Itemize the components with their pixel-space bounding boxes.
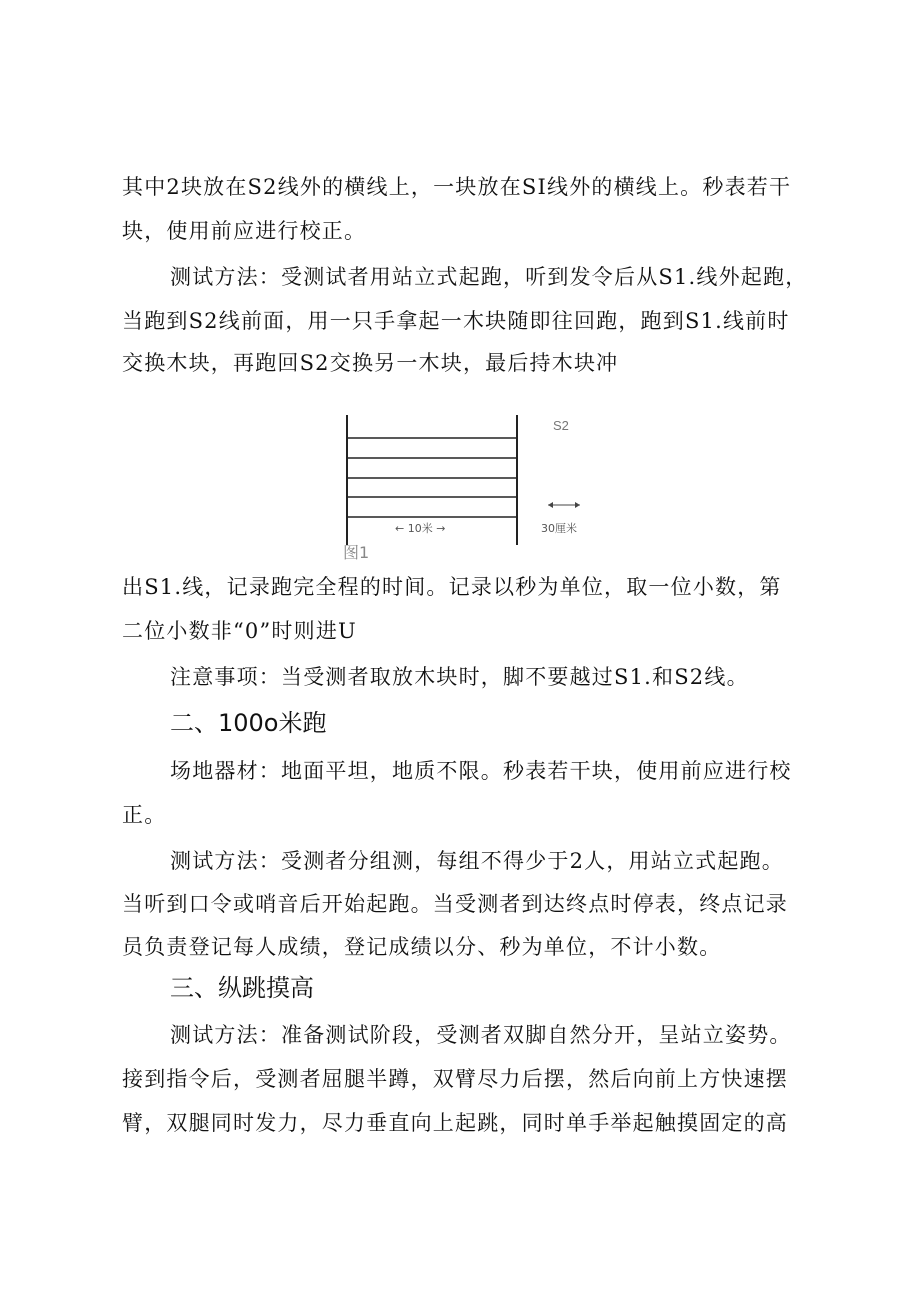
shuttle-method-line-2: 当跑到S2线前面，用一只手拿起一木块随即往回跑，跑到S1.线前时 xyxy=(122,309,790,333)
section-3-heading: 三、纵跳摸高 xyxy=(170,974,314,1002)
section-3-method-line-2: 接到指令后，受测者屈腿半蹲，双臂尽力后摆，然后向前上方快速摆 xyxy=(122,1067,788,1091)
shuttle-note: 注意事项：当受测者取放木块时，脚不要越过S1.和S2线。 xyxy=(170,665,749,689)
intro-line-2: 块，使用前应进行校正。 xyxy=(122,219,367,243)
shuttle-cont-line-2: 二位小数非“0”时则进U xyxy=(122,619,357,643)
section-2-heading: 二、100o米跑 xyxy=(170,709,327,737)
shuttle-run-diagram xyxy=(335,410,595,565)
s2-label: S2 xyxy=(553,418,569,433)
shuttle-method-line-1: 测试方法：受测试者用站立式起跑，听到发令后从S1.线外起跑， xyxy=(170,265,808,289)
figure-caption: 图1 xyxy=(343,543,370,562)
section-2-equipment-line-2: 正。 xyxy=(122,803,167,827)
section-3-method-line-3: 臂，双腿同时发力，尽力垂直向上起跳，同时单手举起触摸固定的高 xyxy=(122,1111,788,1135)
section-2-method-line-2: 当听到口令或哨音后开始起跑。当受测者到达终点时停表，终点记录 xyxy=(122,892,788,916)
section-2-method-line-1: 测试方法：受测者分组测，每组不得少于2人，用站立式起跑。 xyxy=(170,849,784,873)
arrow-head-right xyxy=(575,502,580,508)
intro-line-1: 其中2块放在S2线外的横线上，一块放在SI线外的横线上。秒表若干 xyxy=(122,175,792,199)
section-2-equipment-line-1: 场地器材：地面平坦，地质不限。秒表若干块，使用前应进行校 xyxy=(170,759,792,783)
width-label: 30厘米 xyxy=(541,522,577,535)
shuttle-cont-line-1: 出S1.线，记录跑完全程的时间。记录以秒为单位，取一位小数，第 xyxy=(122,575,782,599)
section-3-method-line-1: 测试方法：准备测试阶段，受测者双脚自然分开，呈站立姿势。 xyxy=(170,1023,792,1047)
distance-label: ← 10米 → xyxy=(395,522,446,535)
arrow-head-left xyxy=(548,502,553,508)
shuttle-method-line-3: 交换木块，再跑回S2交换另一木块，最后持木块冲 xyxy=(122,351,619,375)
section-2-method-line-3: 员负责登记每人成绩，登记成绩以分、秒为单位，不计小数。 xyxy=(122,935,722,959)
figure-1 xyxy=(335,410,595,569)
